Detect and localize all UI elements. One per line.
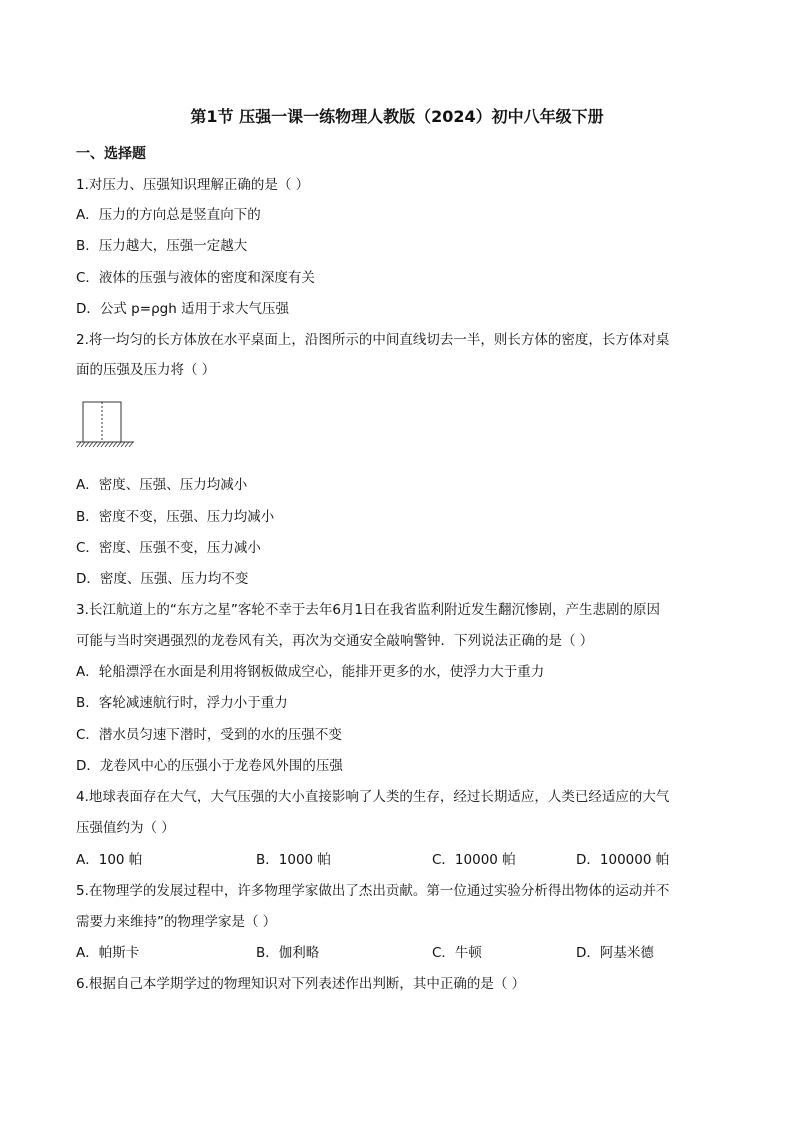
page-title: 第1节 压强一课一练物理人教版（2024）初中八年级下册 (190, 107, 604, 126)
question-4-options (76, 850, 726, 870)
question-4-option-a: A．100 帕 (76, 852, 143, 868)
question-4-option-c: C．10000 帕 (432, 852, 516, 868)
question-3-stem-line2: 可能与当时突遇强烈的龙卷风有关，再次为交通安全敲响警钟．下列说法正确的是（ ） (76, 633, 594, 649)
question-3-option-a: A．轮船漂浮在水面是利用将钢板做成空心，能排开更多的水，使浮力大于重力 (76, 664, 545, 680)
question-3-option-c: C．潜水员匀速下潜时，受到的水的压强不变 (76, 727, 342, 743)
question-2-option-b: B．密度不变，压强、压力均减小 (76, 509, 275, 525)
question-1-option-c: C．液体的压强与液体的密度和深度有关 (76, 270, 315, 286)
cuboid-on-table-figure (76, 398, 136, 450)
section-heading: 一、选择题 (76, 146, 146, 162)
question-3-stem-line1: 3.长江航道上的“东方之星”客轮不幸于去年6月1日在我省监利附近发生翻沉惨剧，产生悲剧的原因 (76, 602, 661, 618)
question-3-option-b: B．客轮减速航行时，浮力小于重力 (76, 695, 288, 711)
question-2-stem-line2: 面的压强及压力将（ ） (76, 362, 216, 378)
question-5-options (76, 943, 726, 963)
question-2-stem-line1: 2.将一均匀的长方体放在水平桌面上，沿图所示的中间直线切去一半，则长方体的密度，长方体对桌 (76, 332, 670, 348)
question-4-stem-line1: 4.地球表面存在大气，大气压强的大小直接影响了人类的生存，经过长期适应，人类已经适应的大气 (76, 789, 670, 805)
question-5-stem-line2: 需要力来维持”的物理学家是（ ） (76, 914, 277, 930)
question-3-option-d: D．龙卷风中心的压强小于龙卷风外围的压强 (76, 758, 343, 774)
question-5-stem-line1: 5.在物理学的发展过程中，许多物理学家做出了杰出贡献。第一位通过实验分析得出物体的运动并不 (76, 883, 670, 899)
question-4-stem-line2: 压强值约为（ ） (76, 820, 175, 836)
question-2-option-a: A．密度、压强、压力均减小 (76, 477, 248, 493)
question-6-stem: 6.根据自己本学期学过的物理知识对下列表述作出判断，其中正确的是（ ） (76, 976, 526, 992)
question-1-stem: 1.对压力、压强知识理解正确的是（ ） (76, 177, 310, 193)
question-2-option-d: D．密度、压强、压力均不变 (76, 571, 249, 587)
question-4-option-b: B．1000 帕 (256, 852, 331, 868)
cuboid-diagram (76, 398, 136, 450)
question-5-option-a: A．帕斯卡 (76, 945, 140, 961)
question-1-option-a: A．压力的方向总是竖直向下的 (76, 207, 261, 223)
question-1-option-b: B．压力越大，压强一定越大 (76, 238, 248, 254)
question-5-option-c: C．牛顿 (432, 945, 482, 961)
question-2-option-c: C．密度、压强不变，压力减小 (76, 540, 261, 556)
question-5-option-b: B．伽利略 (256, 945, 320, 961)
question-4-option-d: D．100000 帕 (576, 852, 670, 868)
question-1-option-d: D．公式 p=ρgh 适用于求大气压强 (76, 301, 290, 317)
question-5-option-d: D．阿基米德 (576, 945, 654, 961)
